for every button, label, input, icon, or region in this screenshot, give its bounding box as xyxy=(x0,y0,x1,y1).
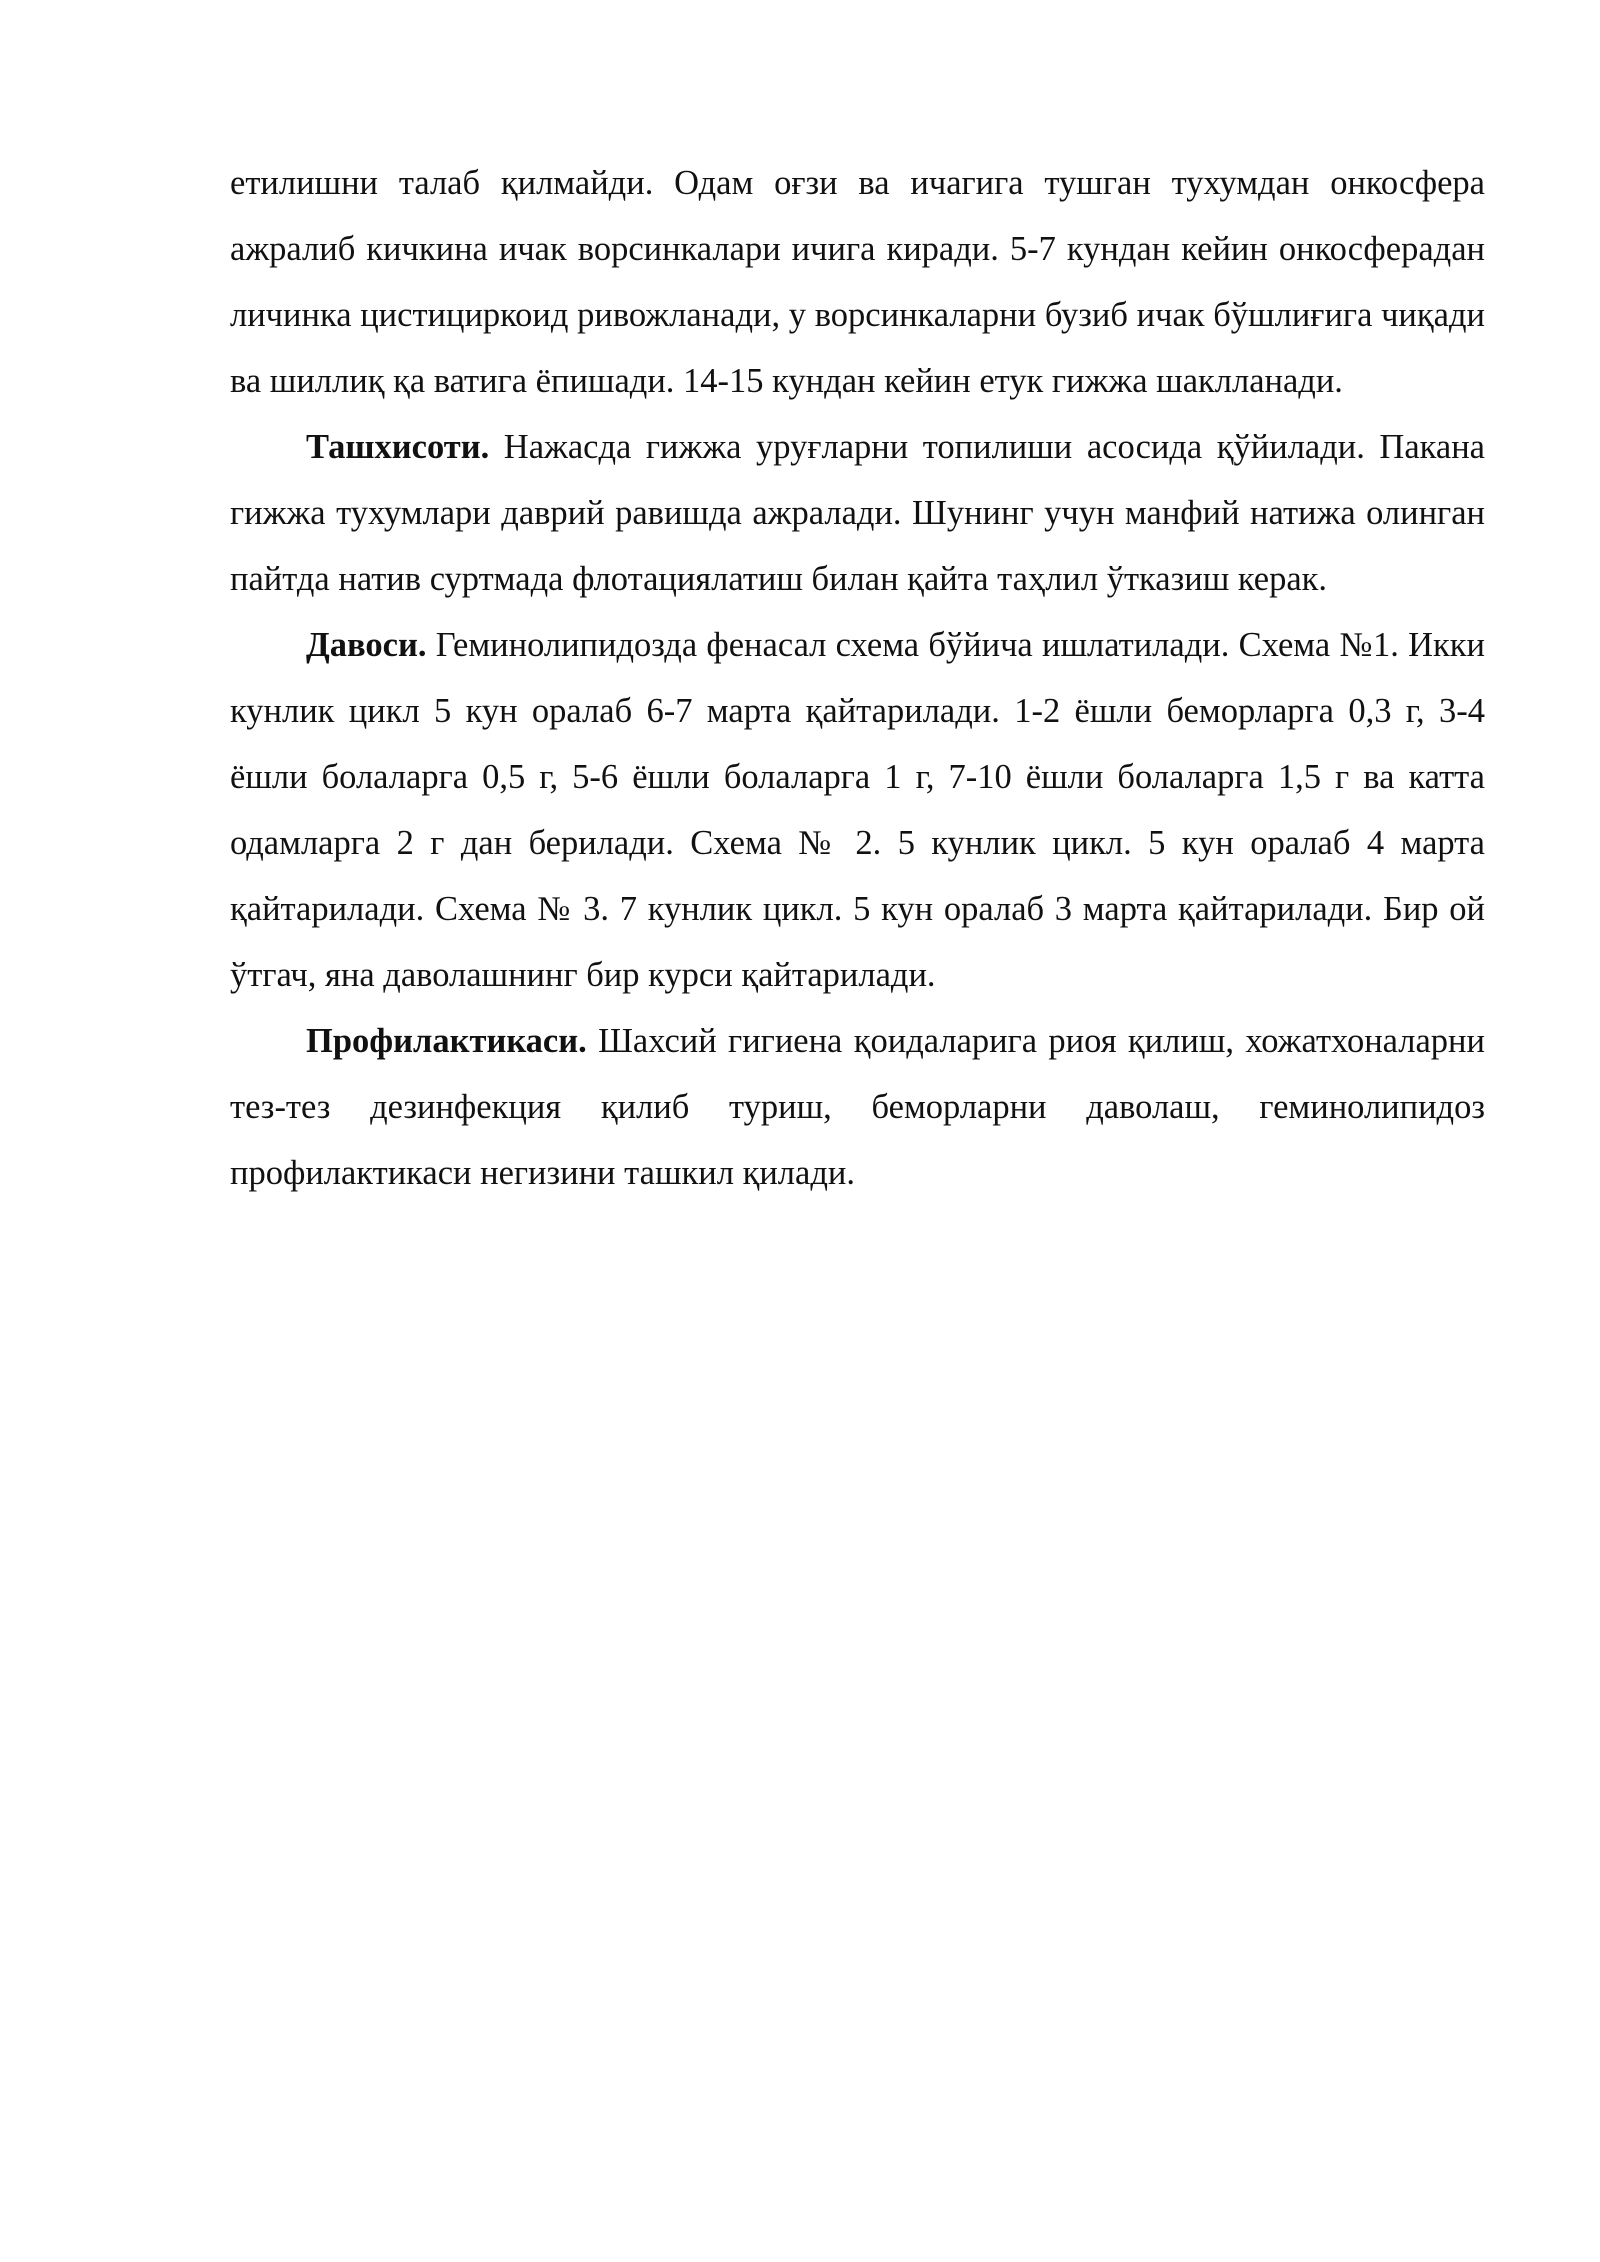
document-page xyxy=(230,150,1485,1206)
section-heading-diagnosis: Ташхисоти. xyxy=(306,428,490,466)
paragraph-text: Шахсий гигиена қоидаларига риоя қилиш, хожатхоналарни тез-тез дезинфекция қилиб туриш, беморларни даволаш, геминолипидоз профилактикаси негизини ташкил қилади. xyxy=(230,1022,1485,1192)
paragraph-text: етилишни талаб қилмайди. Одам оғзи ва ичагига тушган тухумдан онкосфера ажралиб кичкина ичак ворсинкалари ичига киради. 5-7 кундан кейин онкосферадан личинка цистициркоид ривожланади, у ворсинкаларни бузиб ичак бўшлиғига чиқади ва шиллиқ қа ватига ёпишади. 14-15 кундан кейин етук гижжа шаклланади. xyxy=(230,164,1485,400)
paragraph-diagnosis xyxy=(230,414,1485,612)
paragraph-prevention xyxy=(230,1008,1485,1206)
paragraph-treatment xyxy=(230,612,1485,1008)
section-heading-treatment: Давоси. xyxy=(306,626,427,664)
paragraph-life-cycle xyxy=(230,150,1485,414)
section-heading-prevention: Профилактикаси. xyxy=(306,1022,587,1060)
paragraph-text: Геминолипидозда фенасал схема бўйича ишлатилади. Схема №1. Икки кунлик цикл 5 кун оралаб 6-7 марта қайтарилади. 1-2 ёшли беморларга 0,3 г, 3-4 ёшли болаларга 0,5 г, 5-6 ёшли болаларга 1 г, 7-10 ёшли болаларга 1,5 г ва катта одамларга 2 г дан берилади. Схема № 2. 5 кунлик цикл. 5 кун оралаб 4 марта қайтарилади. Схема № 3. 7 кунлик цикл. 5 кун оралаб 3 марта қайтарилади. Бир ой ўтгач, яна даволашнинг бир курси қайтарилади. xyxy=(230,626,1485,994)
paragraph-text: Нажасда гижжа уруғларни топилиши асосида қўйилади. Пакана гижжа тухумлари даврий равишда ажралади. Шунинг учун манфий натижа олинган пайтда натив суртмада флотациялатиш билан қайта таҳлил ўтказиш керак. xyxy=(230,428,1485,598)
